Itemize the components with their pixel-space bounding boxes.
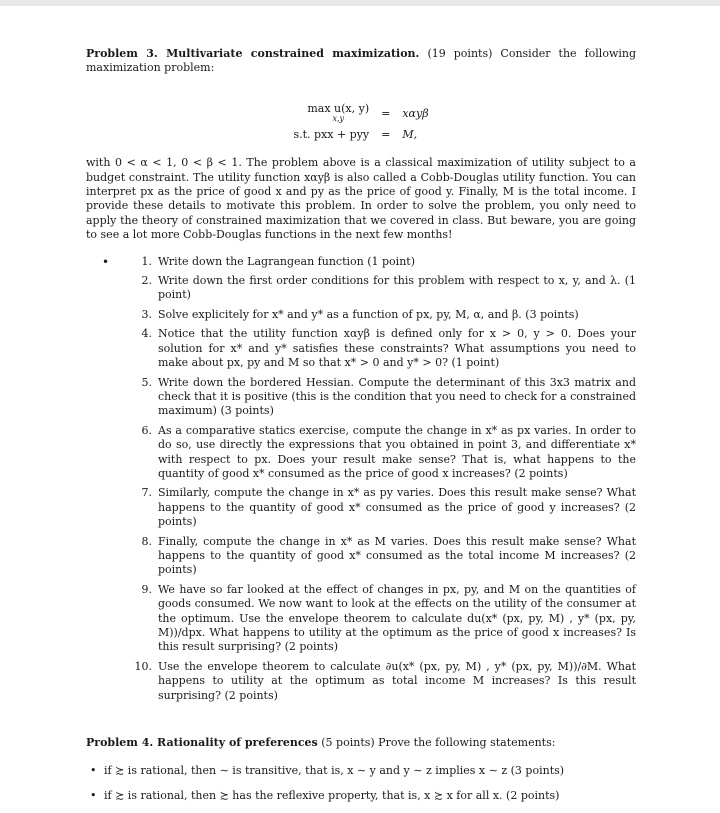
outer-bullet: •	[102, 254, 110, 269]
document-page	[86, 47, 636, 813]
problem3-intro: (19 points) Consider the following maximization problem:	[86, 47, 637, 75]
objective-subscript: x,y	[332, 113, 345, 123]
list-item	[130, 255, 636, 269]
list-item	[130, 327, 636, 370]
item-number: 9.	[141, 582, 152, 596]
objective-equals: =	[381, 106, 391, 120]
problem4-title: Problem 4. Rationality of preferences	[86, 736, 318, 750]
item-text: As a comparative statics exercise, compute the change in x* as px varies. In order to do so, use directly the expressions that you obtained in point 3, and differentiate x* with respect to px. Does your result make sense? That is, what happens to the quantity of good x* consumed as the price of good x increases? (2 points)	[158, 423, 636, 480]
list-item	[130, 486, 636, 529]
bullet-mark: •	[90, 764, 97, 778]
item-number: 4.	[141, 327, 152, 341]
constraint-equals: =	[381, 127, 391, 141]
bullet-mark: •	[90, 788, 97, 802]
constraint-rhs: M,	[402, 127, 418, 141]
objective-lhs	[287, 102, 375, 126]
optimization-equation	[86, 102, 636, 144]
list-item	[130, 308, 636, 322]
item-number: 5.	[141, 375, 152, 389]
item-text: Write down the first order conditions for this problem with respect to x, y, and λ. (1 point)	[158, 274, 636, 302]
statement-text: if ≿ is rational, then ≿ has the reflexive property, that is, x ≿ x for all x. (2 points)	[104, 788, 560, 802]
list-item	[86, 789, 636, 803]
problem3-task-block	[86, 255, 636, 708]
item-text: Solve explicitely for x* and y* as a function of px, py, M, α, and β. (3 points)	[158, 307, 579, 321]
list-item	[130, 660, 636, 703]
problem3-title: Problem 3. Multivariate constrained maximization.	[86, 47, 420, 60]
item-text: Finally, compute the change in x* as M varies. Does this result make sense? What happens to the quantity of good x* consumed as the total income M increases? (2 points)	[158, 534, 636, 577]
problem3-paragraph: with 0 < α < 1, 0 < β < 1. The problem above is a classical maximization of utility subject to a budget constraint. The utility function xαyβ is also called a Cobb-Douglas utility function. You can interpret px as the price of good x and py as the price of good y. Finally, M is the total income. I provide these details to motivate this problem. In order to solve the problem, you only need to apply the theory of constrained maximization that we covered in class. But beware, you are going to see a lot more Cobb-Douglas functions in the next few months!	[86, 156, 636, 242]
objective-rhs: xαyβ	[402, 106, 429, 120]
item-text: We have so far looked at the effect of changes in px, py, and M on the quantities of goods consumed. We now want to look at the effects on the utility of the consumer at the optimum. Use the envelope theorem to calculate du(x* (px, py, M) , y* (px, py, M))/dpx. What happens to utility at the optimum as the price of good x increases? Is this result surprising? (2 points)	[158, 582, 636, 654]
item-number: 3.	[141, 307, 152, 321]
constraint-lhs: s.t. pxx + pyy	[293, 127, 370, 141]
list-item	[130, 376, 636, 419]
item-text: Write down the Lagrangean function (1 point)	[158, 254, 415, 268]
problem3-task-list	[130, 255, 636, 708]
problem3-heading	[86, 47, 636, 76]
list-item	[130, 274, 636, 303]
statement-text: if ≿ is rational, then ∼ is transitive, that is, x ∼ y and y ∼ z implies x ∼ z (3 points)	[104, 764, 565, 778]
item-number: 6.	[141, 423, 152, 437]
list-item	[130, 535, 636, 578]
list-item	[130, 583, 636, 655]
list-item	[130, 424, 636, 482]
item-text: Use the envelope theorem to calculate ∂u(x* (px, py, M) , y* (px, py, M))/∂M. What happens to utility at the optimum as total income M increases? Is this result surprising? (2 points)	[158, 659, 636, 702]
item-number: 10.	[134, 659, 152, 673]
problem4-statement-list	[86, 764, 636, 803]
item-number: 2.	[141, 274, 152, 288]
problem4-heading	[86, 736, 636, 750]
problem4-intro: (5 points) Prove the following statements:	[321, 736, 556, 750]
item-number: 1.	[141, 254, 152, 268]
item-text: Write down the bordered Hessian. Compute the determinant of this 3x3 matrix and check that it is positive (this is the condition that you need to check for a constrained maximum) (3 points)	[158, 375, 636, 418]
list-item	[86, 764, 636, 778]
item-text: Notice that the utility function xαyβ is defined only for x > 0, y > 0. Does your solution for x* and y* satisfies these constraints? What assumptions you need to make about px, py and M so that x* > 0 and y* > 0? (1 point)	[158, 327, 636, 370]
item-text: Similarly, compute the change in x* as py varies. Does this result make sense? What happens to the quantity of good x* consumed as the price of good y increases? (2 points)	[158, 486, 636, 529]
item-number: 8.	[141, 534, 152, 548]
objective-text: max u(x, y)	[307, 101, 370, 115]
top-bar	[0, 0, 720, 6]
item-number: 7.	[141, 486, 152, 500]
